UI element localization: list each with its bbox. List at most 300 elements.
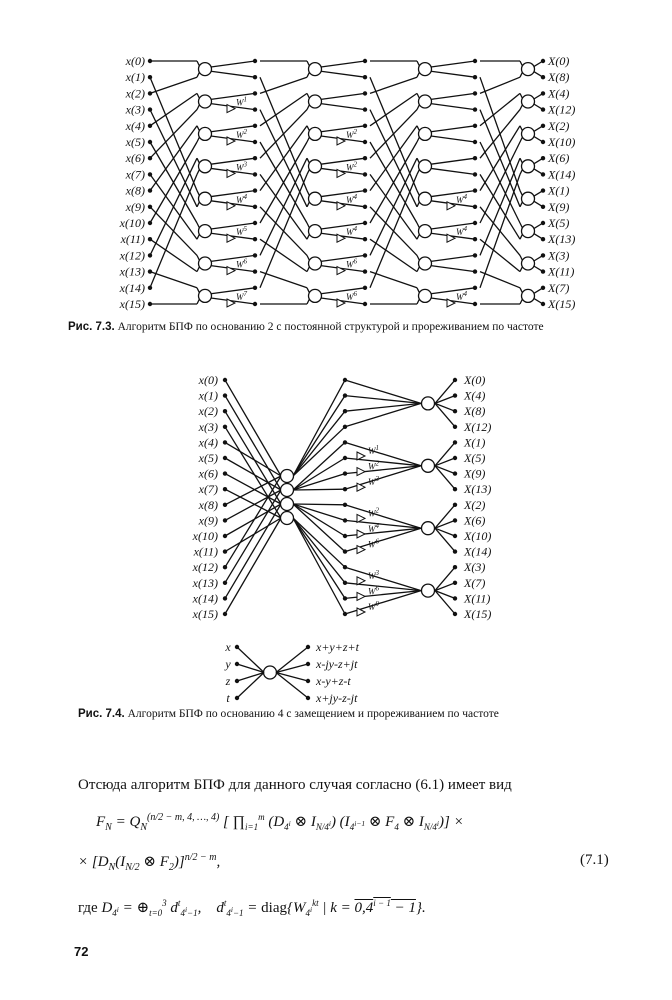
node-dot: [343, 503, 347, 507]
butterfly-ring: [522, 225, 535, 238]
output-label-12: X(3): [464, 560, 486, 575]
output-label-10: X(5): [548, 216, 570, 230]
butterfly-out-line: [430, 288, 475, 294]
output-dot: [541, 75, 545, 79]
node-dot: [253, 107, 257, 111]
twiddle-label-8: $W^9$: [368, 600, 379, 612]
node-dot: [363, 140, 367, 144]
figure-7-4-caption-label: Рис. 7.4.: [78, 708, 125, 720]
ring-to-mid-line: [293, 518, 345, 614]
legend-input-0: x: [225, 640, 231, 654]
input-dot: [148, 286, 152, 290]
ring-to-mid-line: [293, 396, 345, 476]
node-dot: [343, 565, 347, 569]
butterfly-out-line: [320, 223, 365, 229]
output-label-13: X(11): [548, 264, 575, 279]
node-dot: [253, 91, 257, 95]
twiddle-label-0-3: $W^4$: [236, 192, 247, 205]
legend-ring: [264, 666, 277, 679]
shuffle-line: [370, 239, 417, 271]
node-dot: [343, 581, 347, 585]
butterfly-ring: [309, 257, 322, 270]
shuffle-line: [260, 110, 307, 207]
output-dot: [541, 124, 545, 128]
output-dot: [453, 565, 457, 569]
node-dot: [343, 534, 347, 538]
equation-number: (7.1): [580, 852, 609, 868]
node-dot: [363, 107, 367, 111]
input-to-ring-line: [225, 518, 281, 614]
butterfly-out-line: [210, 255, 255, 261]
shuffle-line: [370, 272, 417, 288]
input-label-5: x(5): [198, 451, 218, 465]
twiddle-triangle: [357, 452, 365, 460]
input-label-10: x(10): [119, 216, 145, 230]
where-line: где $D_{4^i}$ = $\oplus_{t=0}^3$ $d^t_{4^i-1}$, $d^t_{4^i-1}$ = $diag\{W_{4^i}^{kt}$ | $k = 0,4^{i - 1} - 1$}.: [78, 898, 426, 918]
input-label-15: x(15): [119, 297, 145, 311]
output-label-11: X(14): [464, 544, 492, 559]
output-dot: [453, 534, 457, 538]
input-label-0: x(0): [125, 54, 145, 68]
radix4-ring: [281, 512, 294, 525]
output-dot: [453, 425, 457, 429]
output-label-0: X(0): [464, 373, 486, 387]
input-label-12: x(12): [192, 560, 218, 575]
ring-to-mid-line: [293, 474, 345, 490]
butterfly-ring: [419, 225, 432, 238]
node-dot: [253, 221, 257, 225]
input-dot: [223, 534, 227, 538]
butterfly-ring: [199, 192, 212, 205]
butterfly-out-line: [430, 61, 475, 67]
node-dot: [473, 156, 477, 160]
twiddle-label-1-4: $W^6$: [346, 257, 357, 270]
butterfly-ring: [419, 63, 432, 76]
butterfly-out-line: [320, 104, 365, 110]
node-dot: [343, 549, 347, 553]
shuffle-line: [480, 110, 520, 207]
node-dot: [363, 59, 367, 63]
input-dot: [223, 565, 227, 569]
page-number: 72: [74, 944, 89, 959]
equation-line-2: × [$D_N(I_{N/2}$ ⊗ $F_2)]^{n/2 - m}$,: [78, 852, 221, 873]
twiddle-label-2-2: $W^4$: [456, 290, 467, 302]
twiddle-label-0: $W^1$: [368, 444, 379, 456]
node-dot: [253, 302, 257, 306]
node-dot: [253, 253, 257, 257]
output-dot: [541, 269, 545, 273]
node-dot: [363, 205, 367, 209]
butterfly-out-line: [320, 93, 365, 99]
output-label-4: X(1): [464, 435, 486, 450]
input-dot: [223, 471, 227, 475]
butterfly-out-line: [430, 266, 475, 272]
butterfly-ring: [309, 63, 322, 76]
node-dot: [253, 75, 257, 79]
input-label-7: x(7): [198, 482, 218, 497]
butterfly-out-line: [430, 136, 475, 142]
input-label-10: x(10): [192, 529, 218, 543]
node-dot: [343, 440, 347, 444]
output-dot: [453, 503, 457, 507]
output-label-3: X(12): [464, 419, 492, 434]
twiddle-label-3: $W^2$: [368, 506, 379, 519]
radix4-ring: [281, 498, 294, 511]
butterfly-ring: [522, 192, 535, 205]
node-dot: [473, 188, 477, 192]
butterfly-ring: [419, 95, 432, 108]
butterfly-ring: [199, 63, 212, 76]
input-label-1: x(1): [198, 388, 218, 403]
ring-to-mid-line: [293, 380, 345, 476]
shuffle-line: [150, 239, 197, 271]
equation-line-1: $F_N = Q_N^{(n/2 - m, 4, \dots, 4)}$ [ $\prod_{i=1}^m$ ($D_{4^i}$ ⊗ $I_{N/4^i}$) ($I_{4^{i-1}}$ ⊗ $F_4$ ⊗ $I_{N/4^i}$)] ×: [96, 812, 464, 833]
shuffle-line: [480, 77, 520, 190]
node-dot: [253, 205, 257, 209]
ring-to-mid-line: [293, 504, 345, 520]
output-dot: [453, 378, 457, 382]
node-dot: [253, 140, 257, 144]
node-dot: [473, 59, 477, 63]
figure-7-3-radix2-fft-diagram: [0, 0, 672, 320]
ring-to-mid-line: [293, 518, 345, 598]
input-dot: [223, 456, 227, 460]
output-dot: [541, 59, 545, 63]
input-to-ring-line: [225, 442, 281, 476]
node-dot: [473, 237, 477, 241]
input-label-13: x(13): [119, 264, 145, 279]
twiddle-label-2-1: $W^4$: [456, 225, 467, 238]
input-dot: [223, 549, 227, 553]
twiddle-label-1-0: $W^2$: [346, 128, 357, 140]
output-label-6: X(6): [548, 151, 570, 166]
output-dot: [453, 596, 457, 600]
butterfly-out-line: [210, 61, 255, 67]
node-dot: [473, 269, 477, 273]
twiddle-label-1-2: $W^4$: [346, 192, 357, 205]
shuffle-line: [260, 77, 307, 93]
input-label-9: x(9): [125, 199, 145, 214]
node-dot: [363, 253, 367, 257]
intro-paragraph: Отсюда алгоритм БПФ для данного случая согласно (6.1) имеет вид: [78, 777, 512, 793]
ring-to-mid-line: [293, 504, 345, 505]
butterfly-out-line: [430, 71, 475, 77]
input-label-6: x(6): [198, 466, 218, 481]
input-label-3: x(3): [125, 102, 145, 117]
ring-to-mid-line: [293, 518, 345, 567]
output-label-6: X(9): [464, 466, 486, 481]
output-label-3: X(12): [548, 102, 576, 117]
input-dot: [148, 302, 152, 306]
input-label-1: x(1): [125, 70, 145, 85]
output-label-7: X(14): [548, 167, 576, 182]
input-to-ring-line: [225, 380, 281, 476]
output-label-14: X(7): [548, 280, 570, 295]
input-label-8: x(8): [125, 183, 145, 198]
butterfly-ring: [522, 160, 535, 173]
butterfly-out-line: [210, 191, 255, 197]
shuffle-line: [480, 239, 520, 271]
butterfly-ring: [419, 160, 432, 173]
node-dot: [343, 378, 347, 382]
node-dot: [343, 612, 347, 616]
node-dot: [473, 75, 477, 79]
input-dot: [148, 221, 152, 225]
twiddle-label-1: $W^2$: [368, 459, 379, 472]
twiddle-triangle: [357, 530, 365, 538]
butterfly-out-line: [320, 61, 365, 67]
input-dot: [223, 425, 227, 429]
butterfly-ring: [309, 95, 322, 108]
node-dot: [363, 237, 367, 241]
input-dot: [148, 75, 152, 79]
node-dot: [363, 302, 367, 306]
input-dot: [223, 393, 227, 397]
input-dot: [148, 107, 152, 111]
output-label-5: X(5): [464, 451, 486, 465]
node-dot: [253, 172, 257, 176]
output-dot: [541, 286, 545, 290]
node-dot: [253, 188, 257, 192]
butterfly-ring: [309, 192, 322, 205]
butterfly-ring: [199, 95, 212, 108]
output-dot: [453, 549, 457, 553]
butterfly-out-line: [430, 191, 475, 197]
input-dot: [223, 378, 227, 382]
node-dot: [343, 518, 347, 522]
node-dot: [253, 286, 257, 290]
shuffle-line: [150, 272, 197, 288]
output-dot: [541, 253, 545, 257]
butterfly-ring: [199, 225, 212, 238]
input-dot: [148, 59, 152, 63]
butterfly-ring: [309, 160, 322, 173]
twiddle-label-2: $W^3$: [368, 475, 379, 488]
shuffle-line: [150, 93, 197, 125]
butterfly-out-line: [320, 158, 365, 164]
node-dot: [363, 91, 367, 95]
output-dot: [541, 107, 545, 111]
radix4-ring-stage2: [422, 459, 435, 472]
input-label-6: x(6): [125, 151, 145, 166]
butterfly-out-line: [430, 104, 475, 110]
ring-to-mid-line: [293, 489, 345, 490]
shuffle-line: [260, 272, 307, 288]
input-dot: [223, 518, 227, 522]
legend-input-3: t: [226, 691, 230, 705]
figure-7-4-radix4-fft-diagram: [0, 360, 672, 720]
input-to-ring-line: [225, 504, 281, 598]
butterfly-out-line: [430, 126, 475, 132]
twiddle-label-1-5: $W^6$: [346, 290, 357, 302]
figure-7-3-caption-text: Алгоритм БПФ по основанию 2 с постоянной структурой и прореживанием по частоте: [117, 321, 544, 333]
output-dot: [541, 172, 545, 176]
input-label-0: x(0): [198, 373, 218, 387]
output-label-15: X(15): [464, 607, 492, 621]
butterfly-out-line: [210, 126, 255, 132]
input-label-13: x(13): [192, 575, 218, 590]
input-label-2: x(2): [125, 86, 145, 101]
input-dot: [223, 487, 227, 491]
shuffle-line: [480, 207, 520, 256]
shuffle-line: [370, 77, 417, 190]
twiddle-label-0-6: $W^7$: [236, 290, 247, 302]
twiddle-label-0-1: $W^2$: [236, 128, 247, 140]
shuffle-line: [370, 93, 417, 125]
input-label-9: x(9): [198, 513, 218, 528]
output-label-10: X(10): [464, 529, 492, 543]
output-label-9: X(9): [548, 199, 570, 214]
butterfly-ring: [309, 289, 322, 302]
input-label-7: x(7): [125, 167, 145, 182]
legend-output-3: x+jy-z-jt: [316, 691, 358, 705]
shuffle-line: [370, 207, 417, 256]
output-dot: [453, 471, 457, 475]
input-label-12: x(12): [119, 248, 145, 263]
node-dot: [343, 456, 347, 460]
butterfly-ring: [309, 225, 322, 238]
butterfly-out-line: [210, 288, 255, 294]
node-dot: [473, 172, 477, 176]
node-dot: [473, 253, 477, 257]
shuffle-line: [480, 77, 520, 93]
twiddle-label-0-4: $W^5$: [236, 225, 247, 238]
shuffle-line: [150, 207, 197, 256]
legend-input-1: y: [225, 657, 231, 671]
node-dot: [473, 140, 477, 144]
twiddle-triangle: [357, 468, 365, 476]
node-dot: [363, 156, 367, 160]
input-label-11: x(11): [193, 544, 218, 559]
node-dot: [343, 409, 347, 413]
output-dot: [453, 440, 457, 444]
input-label-3: x(3): [198, 419, 218, 434]
radix4-ring-stage2: [422, 397, 435, 410]
butterfly-out-line: [210, 71, 255, 77]
twiddle-label-0-2: $W^3$: [236, 160, 247, 173]
legend-output-2: x-y+z-t: [316, 674, 351, 688]
twiddle-label-1-3: $W^4$: [346, 225, 357, 238]
input-dot: [223, 596, 227, 600]
output-dot: [453, 456, 457, 460]
node-dot: [473, 205, 477, 209]
node-dot: [473, 221, 477, 225]
butterfly-out-line: [430, 93, 475, 99]
output-dot: [541, 91, 545, 95]
butterfly-ring: [522, 95, 535, 108]
input-label-4: x(4): [198, 435, 218, 450]
output-label-11: X(13): [548, 232, 576, 247]
twiddle-label-5: $W^6$: [368, 537, 379, 550]
output-label-5: X(10): [548, 135, 576, 149]
output-dot: [453, 612, 457, 616]
node-dot: [253, 237, 257, 241]
input-to-ring-line: [225, 396, 281, 490]
node-dot: [473, 286, 477, 290]
output-dot: [453, 518, 457, 522]
butterfly-out-line: [210, 93, 255, 99]
output-label-8: X(1): [548, 183, 570, 198]
input-dot: [148, 237, 152, 241]
output-dot: [453, 581, 457, 585]
input-dot: [148, 172, 152, 176]
twiddle-triangle: [357, 592, 365, 600]
node-dot: [343, 487, 347, 491]
node-dot: [473, 302, 477, 306]
input-label-14: x(14): [119, 280, 145, 295]
shuffle-line: [150, 77, 197, 93]
output-label-1: X(8): [548, 70, 570, 85]
butterfly-ring: [522, 289, 535, 302]
figure-7-4-caption-text: Алгоритм БПФ по основанию 4 с замещением и прореживанием по частоте: [127, 708, 499, 720]
butterfly-ring: [199, 127, 212, 140]
butterfly-out-line: [430, 168, 475, 174]
shuffle-line: [260, 93, 307, 125]
butterfly-ring: [199, 257, 212, 270]
output-dot: [541, 140, 545, 144]
output-dot: [453, 393, 457, 397]
twiddle-label-2-0: $W^4$: [456, 192, 467, 205]
butterfly-ring: [419, 257, 432, 270]
shuffle-line: [150, 77, 197, 190]
node-dot: [473, 107, 477, 111]
output-dot: [453, 487, 457, 491]
output-label-12: X(3): [548, 248, 570, 263]
input-dot: [148, 269, 152, 273]
output-dot: [453, 409, 457, 413]
butterfly-ring: [199, 160, 212, 173]
node-dot: [363, 188, 367, 192]
output-label-15: X(15): [548, 297, 576, 311]
butterfly-out-line: [430, 255, 475, 261]
twiddle-label-0-5: $W^6$: [236, 257, 247, 270]
butterfly-out-line: [430, 223, 475, 229]
output-dot: [541, 302, 545, 306]
node-dot: [343, 471, 347, 475]
legend-output-1: x-jy-z+jt: [316, 657, 358, 671]
butterfly-out-line: [210, 158, 255, 164]
legend-input-2: z: [225, 674, 231, 688]
butterfly-out-line: [320, 255, 365, 261]
radix4-ring-stage2: [422, 584, 435, 597]
node-dot: [343, 596, 347, 600]
node-dot: [473, 124, 477, 128]
node-dot: [343, 425, 347, 429]
butterfly-ring: [522, 63, 535, 76]
output-label-14: X(11): [464, 591, 491, 606]
input-label-15: x(15): [192, 607, 218, 621]
output-label-8: X(2): [464, 497, 486, 512]
output-dot: [541, 156, 545, 160]
twiddle-label-4: $W^4$: [368, 522, 379, 534]
twiddle-label-6: $W^3$: [368, 568, 379, 581]
butterfly-ring: [419, 127, 432, 140]
figure-7-4-caption: [78, 707, 638, 722]
butterfly-ring: [309, 127, 322, 140]
butterfly-ring: [419, 192, 432, 205]
input-dot: [148, 124, 152, 128]
node-dot: [253, 269, 257, 273]
butterfly-ring: [522, 127, 535, 140]
output-label-2: X(4): [548, 86, 570, 101]
radix4-ring: [281, 484, 294, 497]
butterfly-ring: [522, 257, 535, 270]
input-dot: [148, 205, 152, 209]
output-label-2: X(8): [464, 404, 486, 419]
radix4-ring-stage2: [422, 522, 435, 535]
shuffle-line: [150, 110, 197, 207]
input-label-5: x(5): [125, 135, 145, 149]
